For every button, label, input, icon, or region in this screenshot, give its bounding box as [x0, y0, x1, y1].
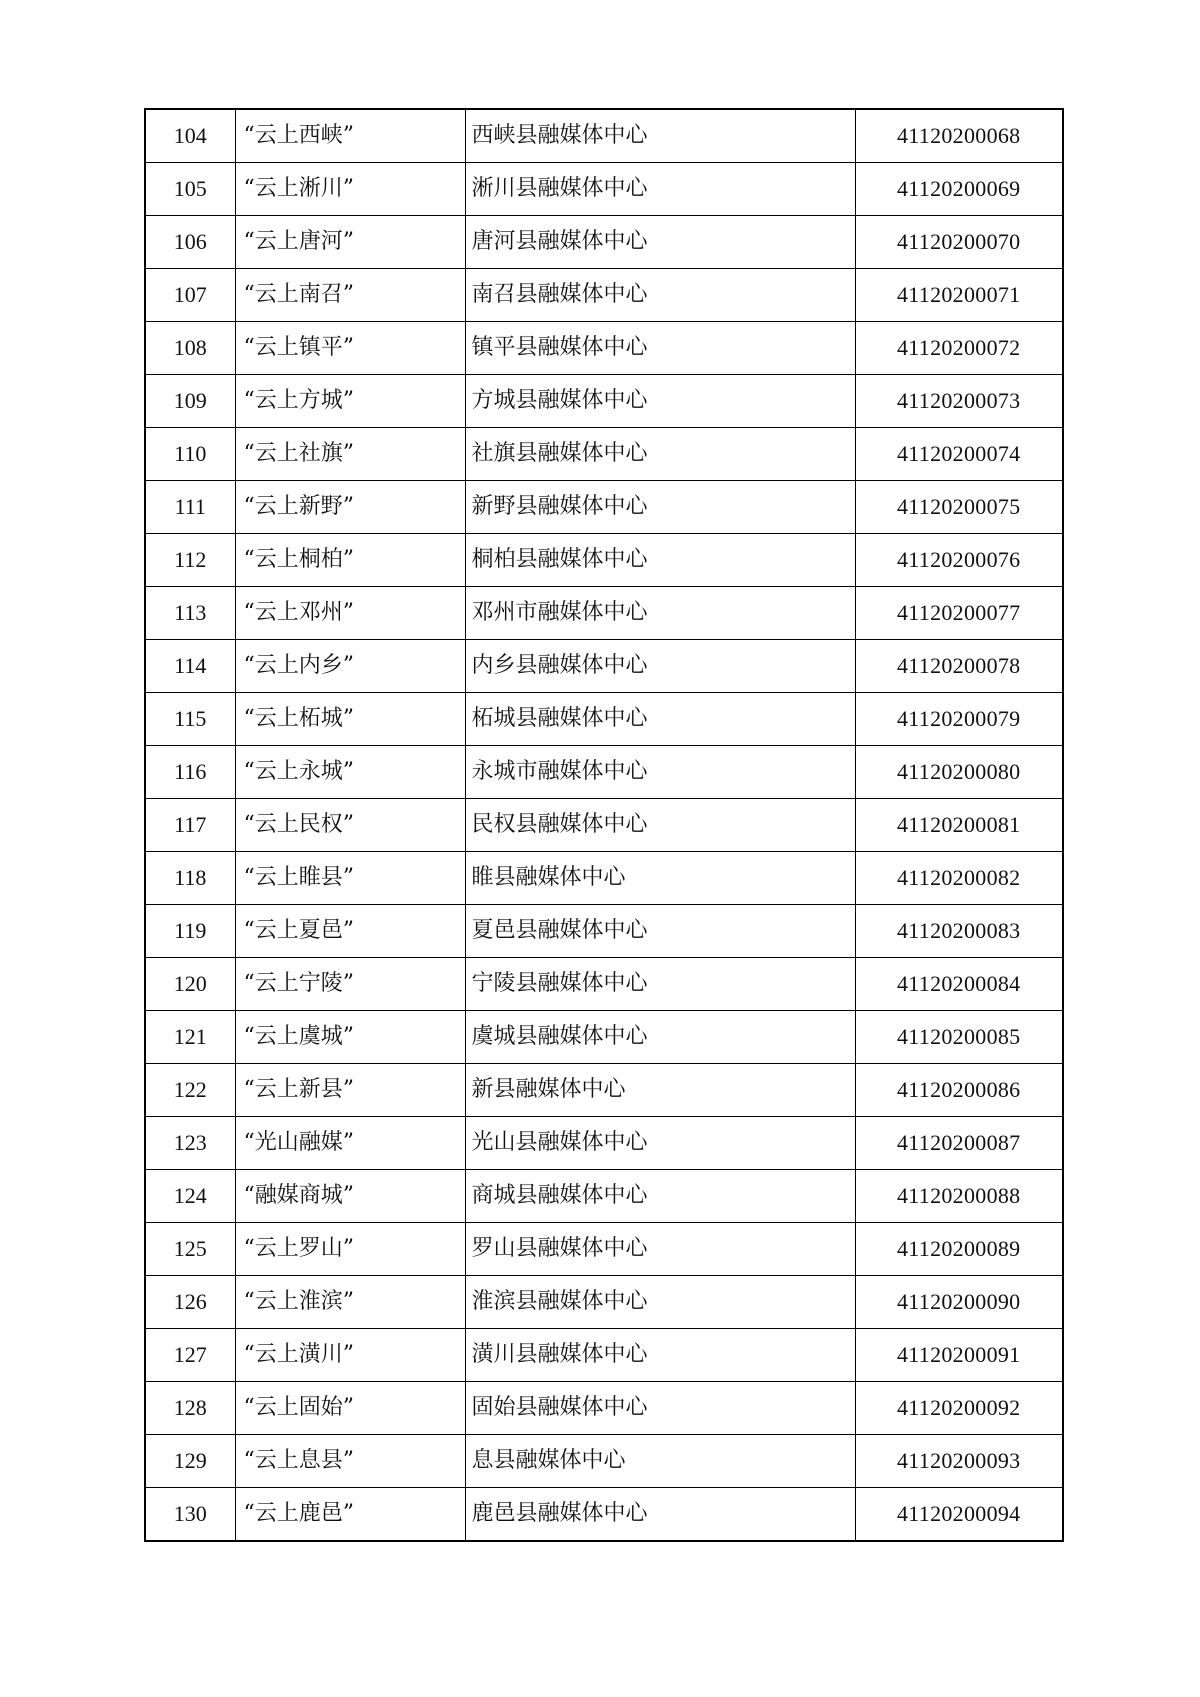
- registration-code: 41120200073: [855, 375, 1063, 428]
- registration-code: 41120200078: [855, 640, 1063, 693]
- app-name: “云上内乡”: [235, 640, 465, 693]
- registry-table-body: [145, 109, 1063, 1541]
- organization-name: 永城市融媒体中心: [465, 746, 855, 799]
- table-row: [145, 1011, 1063, 1064]
- app-name: “云上邓州”: [235, 587, 465, 640]
- organization-name: 夏邑县融媒体中心: [465, 905, 855, 958]
- table-row: [145, 375, 1063, 428]
- row-number: 130: [145, 1488, 235, 1542]
- row-number: 112: [145, 534, 235, 587]
- table-row: [145, 905, 1063, 958]
- row-number: 129: [145, 1435, 235, 1488]
- app-name: “云上固始”: [235, 1382, 465, 1435]
- app-name: “云上宁陵”: [235, 958, 465, 1011]
- registration-code: 41120200079: [855, 693, 1063, 746]
- row-number: 109: [145, 375, 235, 428]
- app-name: “云上新野”: [235, 481, 465, 534]
- registration-code: 41120200084: [855, 958, 1063, 1011]
- table-row: [145, 269, 1063, 322]
- app-name: “云上民权”: [235, 799, 465, 852]
- app-name: “云上夏邑”: [235, 905, 465, 958]
- registry-table: [144, 108, 1064, 1542]
- row-number: 118: [145, 852, 235, 905]
- table-row: [145, 1435, 1063, 1488]
- organization-name: 社旗县融媒体中心: [465, 428, 855, 481]
- organization-name: 西峡县融媒体中心: [465, 109, 855, 163]
- app-name: “云上南召”: [235, 269, 465, 322]
- table-row: [145, 1223, 1063, 1276]
- row-number: 128: [145, 1382, 235, 1435]
- row-number: 125: [145, 1223, 235, 1276]
- registration-code: 41120200090: [855, 1276, 1063, 1329]
- organization-name: 息县融媒体中心: [465, 1435, 855, 1488]
- table-row: [145, 1064, 1063, 1117]
- registration-code: 41120200085: [855, 1011, 1063, 1064]
- table-row: [145, 640, 1063, 693]
- registration-code: 41120200069: [855, 163, 1063, 216]
- organization-name: 民权县融媒体中心: [465, 799, 855, 852]
- organization-name: 南召县融媒体中心: [465, 269, 855, 322]
- app-name: “云上睢县”: [235, 852, 465, 905]
- organization-name: 邓州市融媒体中心: [465, 587, 855, 640]
- organization-name: 睢县融媒体中心: [465, 852, 855, 905]
- app-name: “云上永城”: [235, 746, 465, 799]
- registration-code: 41120200091: [855, 1329, 1063, 1382]
- organization-name: 罗山县融媒体中心: [465, 1223, 855, 1276]
- app-name: “融媒商城”: [235, 1170, 465, 1223]
- registration-code: 41120200081: [855, 799, 1063, 852]
- table-row: [145, 163, 1063, 216]
- organization-name: 内乡县融媒体中心: [465, 640, 855, 693]
- organization-name: 镇平县融媒体中心: [465, 322, 855, 375]
- row-number: 121: [145, 1011, 235, 1064]
- app-name: “云上淮滨”: [235, 1276, 465, 1329]
- table-row: [145, 587, 1063, 640]
- row-number: 127: [145, 1329, 235, 1382]
- registration-code: 41120200087: [855, 1117, 1063, 1170]
- registration-code: 41120200094: [855, 1488, 1063, 1542]
- app-name: “云上镇平”: [235, 322, 465, 375]
- row-number: 117: [145, 799, 235, 852]
- registration-code: 41120200092: [855, 1382, 1063, 1435]
- registration-code: 41120200072: [855, 322, 1063, 375]
- organization-name: 方城县融媒体中心: [465, 375, 855, 428]
- app-name: “云上罗山”: [235, 1223, 465, 1276]
- registration-code: 41120200068: [855, 109, 1063, 163]
- row-number: 113: [145, 587, 235, 640]
- app-name: “云上新县”: [235, 1064, 465, 1117]
- app-name: “云上桐柏”: [235, 534, 465, 587]
- organization-name: 固始县融媒体中心: [465, 1382, 855, 1435]
- row-number: 106: [145, 216, 235, 269]
- registration-code: 41120200086: [855, 1064, 1063, 1117]
- app-name: “云上唐河”: [235, 216, 465, 269]
- registration-code: 41120200089: [855, 1223, 1063, 1276]
- row-number: 114: [145, 640, 235, 693]
- registration-code: 41120200075: [855, 481, 1063, 534]
- organization-name: 柘城县融媒体中心: [465, 693, 855, 746]
- table-row: [145, 1488, 1063, 1542]
- table-row: [145, 216, 1063, 269]
- app-name: “光山融媒”: [235, 1117, 465, 1170]
- organization-name: 宁陵县融媒体中心: [465, 958, 855, 1011]
- row-number: 124: [145, 1170, 235, 1223]
- table-row: [145, 109, 1063, 163]
- row-number: 110: [145, 428, 235, 481]
- row-number: 126: [145, 1276, 235, 1329]
- row-number: 111: [145, 481, 235, 534]
- organization-name: 光山县融媒体中心: [465, 1117, 855, 1170]
- app-name: “云上鹿邑”: [235, 1488, 465, 1542]
- row-number: 120: [145, 958, 235, 1011]
- table-row: [145, 322, 1063, 375]
- organization-name: 桐柏县融媒体中心: [465, 534, 855, 587]
- app-name: “云上方城”: [235, 375, 465, 428]
- registration-code: 41120200071: [855, 269, 1063, 322]
- app-name: “云上西峡”: [235, 109, 465, 163]
- app-name: “云上潢川”: [235, 1329, 465, 1382]
- organization-name: 鹿邑县融媒体中心: [465, 1488, 855, 1542]
- table-row: [145, 534, 1063, 587]
- organization-name: 淮滨县融媒体中心: [465, 1276, 855, 1329]
- table-row: [145, 852, 1063, 905]
- table-row: [145, 1329, 1063, 1382]
- table-row: [145, 693, 1063, 746]
- row-number: 104: [145, 109, 235, 163]
- registration-code: 41120200080: [855, 746, 1063, 799]
- row-number: 116: [145, 746, 235, 799]
- organization-name: 唐河县融媒体中心: [465, 216, 855, 269]
- app-name: “云上息县”: [235, 1435, 465, 1488]
- row-number: 123: [145, 1117, 235, 1170]
- organization-name: 淅川县融媒体中心: [465, 163, 855, 216]
- organization-name: 虞城县融媒体中心: [465, 1011, 855, 1064]
- table-row: [145, 1117, 1063, 1170]
- registration-code: 41120200070: [855, 216, 1063, 269]
- registration-code: 41120200074: [855, 428, 1063, 481]
- row-number: 119: [145, 905, 235, 958]
- organization-name: 新县融媒体中心: [465, 1064, 855, 1117]
- table-row: [145, 481, 1063, 534]
- table-row: [145, 1382, 1063, 1435]
- app-name: “云上淅川”: [235, 163, 465, 216]
- table-row: [145, 746, 1063, 799]
- registration-code: 41120200076: [855, 534, 1063, 587]
- organization-name: 新野县融媒体中心: [465, 481, 855, 534]
- organization-name: 潢川县融媒体中心: [465, 1329, 855, 1382]
- row-number: 107: [145, 269, 235, 322]
- app-name: “云上柘城”: [235, 693, 465, 746]
- registration-code: 41120200083: [855, 905, 1063, 958]
- row-number: 122: [145, 1064, 235, 1117]
- row-number: 108: [145, 322, 235, 375]
- registration-code: 41120200093: [855, 1435, 1063, 1488]
- app-name: “云上社旗”: [235, 428, 465, 481]
- table-row: [145, 428, 1063, 481]
- table-row: [145, 1170, 1063, 1223]
- table-row: [145, 1276, 1063, 1329]
- app-name: “云上虞城”: [235, 1011, 465, 1064]
- row-number: 105: [145, 163, 235, 216]
- registration-code: 41120200077: [855, 587, 1063, 640]
- registration-code: 41120200082: [855, 852, 1063, 905]
- table-row: [145, 799, 1063, 852]
- organization-name: 商城县融媒体中心: [465, 1170, 855, 1223]
- registration-code: 41120200088: [855, 1170, 1063, 1223]
- table-row: [145, 958, 1063, 1011]
- row-number: 115: [145, 693, 235, 746]
